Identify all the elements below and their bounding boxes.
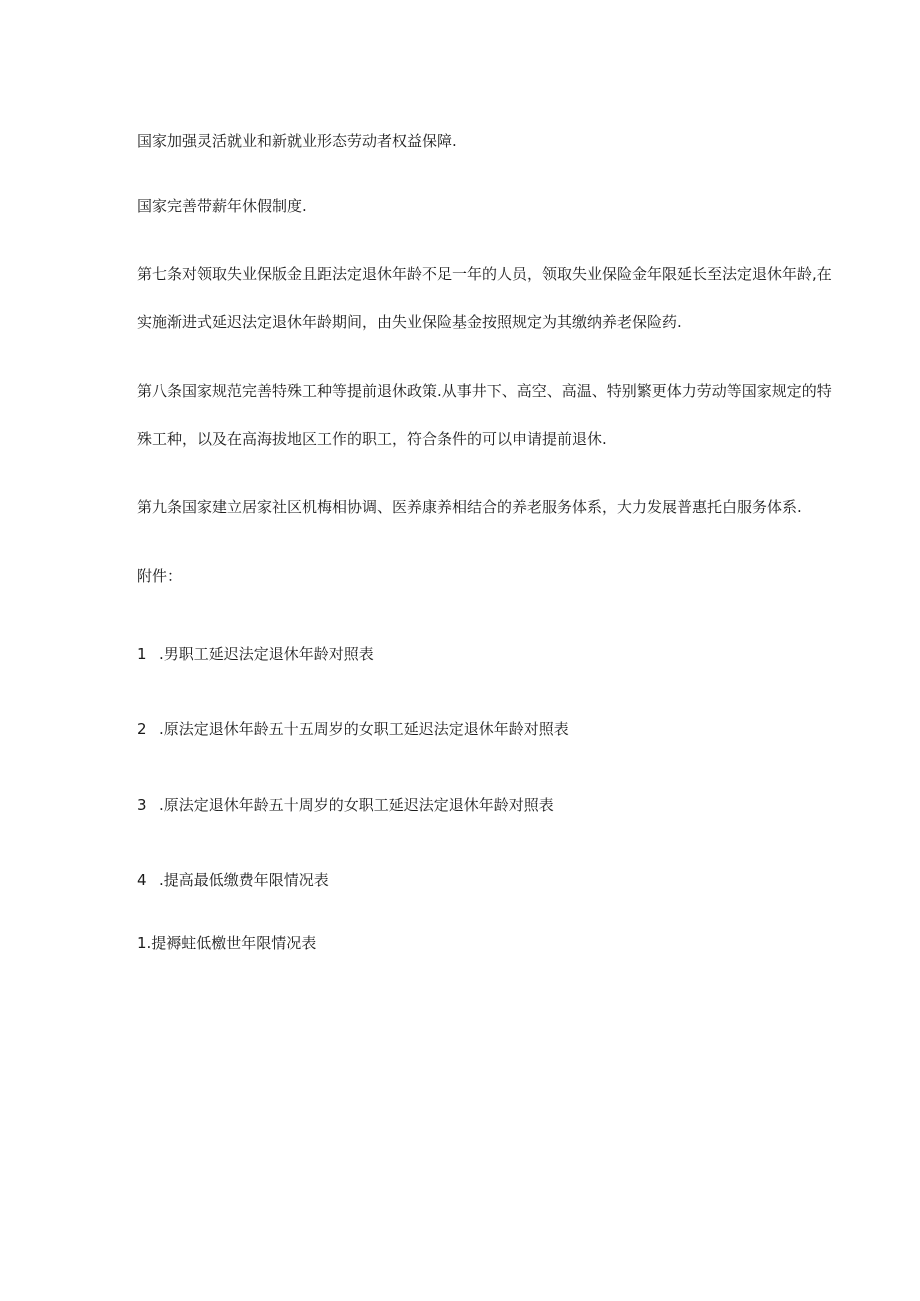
attachment-title: .男职工延迟法定退休年龄对照表	[159, 645, 374, 663]
attachment-number: 3	[137, 796, 147, 814]
paragraph: 第九条国家建立居家社区机梅相协调、医养康养相结合的养老服务体系，大力发展普惠托白服务体系.	[137, 498, 802, 516]
attachment-item	[137, 644, 374, 664]
attachment-number: 4	[137, 871, 147, 889]
attachment-title: .提高最低缴费年限情况表	[159, 871, 329, 889]
paragraph: 第七条对领取失业保版金且距法定退休年龄不足一年的人员，领取失业保险金年限延长至法定退休年龄,在	[137, 265, 832, 283]
paragraph: 第八条国家规范完善特殊工种等提前退休政策.从事井下、高空、高温、特别繁更体力劳动等国家规定的特	[137, 382, 832, 400]
attachment-item	[137, 870, 329, 890]
attachments-heading: 附件：	[137, 567, 183, 585]
attachment-number: 2	[137, 720, 147, 738]
paragraph: 实施渐进式延迟法定退休年龄期间，由失业保险基金按照规定为其缴纳养老保险药.	[137, 313, 682, 331]
attachment-item	[137, 719, 569, 739]
paragraph: 国家完善带薪年休假制度.	[137, 197, 307, 215]
paragraph: 国家加强灵活就业和新就业形态劳动者权益保障.	[137, 132, 457, 150]
trailing-line: 1.提褥蛀低檄世年限情况表	[137, 934, 317, 952]
attachment-item	[137, 795, 554, 815]
attachment-number: 1	[137, 645, 147, 663]
paragraph: 殊工种，以及在高海拔地区工作的职工，符合条件的可以申请提前退休.	[137, 430, 607, 448]
attachment-title: .原法定退休年龄五十五周岁的女职工延迟法定退休年龄对照表	[159, 720, 569, 738]
attachment-title: .原法定退休年龄五十周岁的女职工延迟法定退休年龄对照表	[159, 796, 554, 814]
